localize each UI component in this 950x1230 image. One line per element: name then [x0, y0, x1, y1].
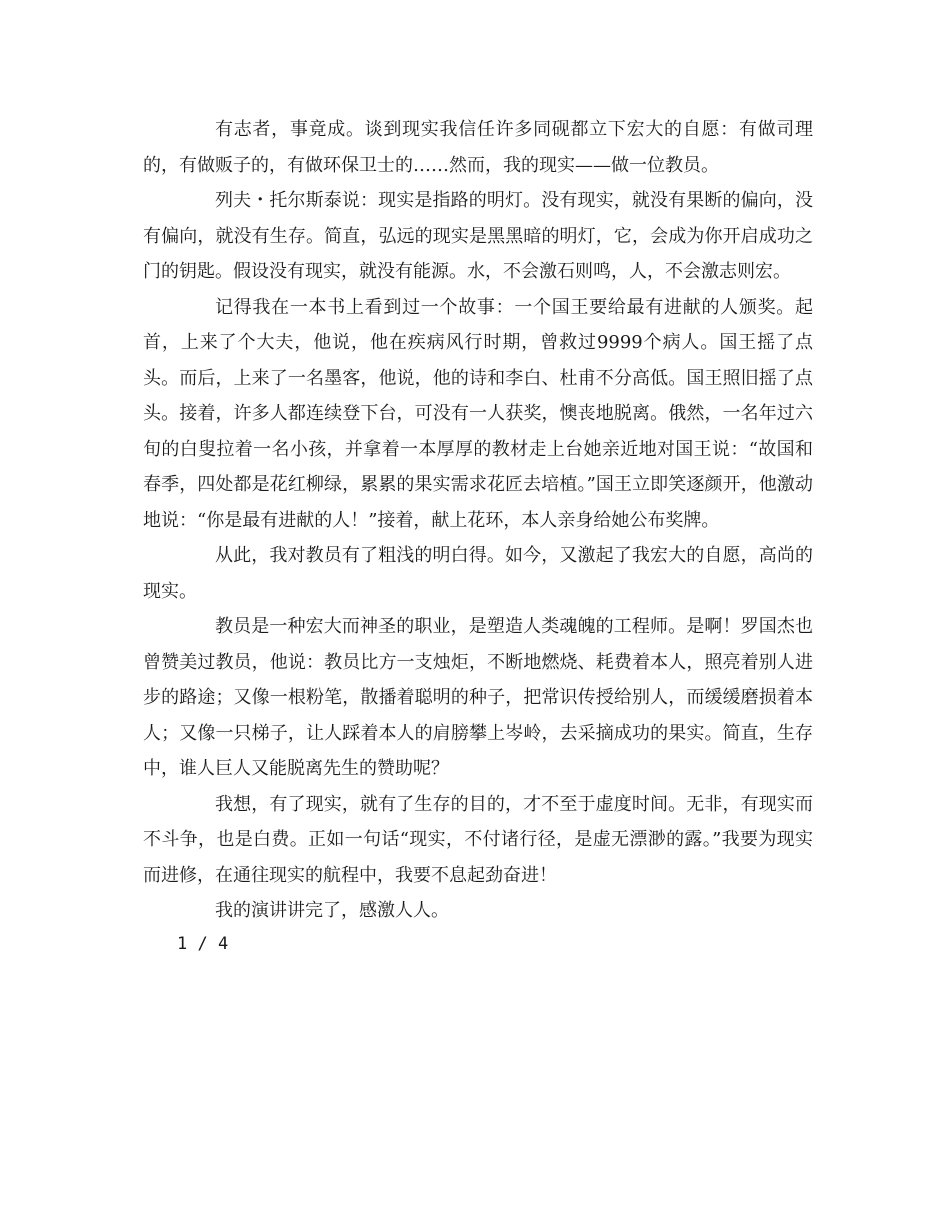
paragraph-1: 有志者，事竟成。谈到现实我信任许多同砚都立下宏大的自愿：有做司理的，有做贩子的，有做环保卫士的……然而，我的现实——做一位教员。: [143, 119, 813, 176]
page-number: 1 / 4: [177, 934, 229, 954]
paragraph-2: 列夫・托尔斯泰说：现实是指路的明灯。没有现实，就没有果断的偏向，没有偏向，就没有生存。简直，弘远的现实是黑黑暗的明灯，它，会成为你开启成功之门的钥匙。假设没有现实，就没有能源。水，不会激石则鸣，人，不会激志则宏。: [143, 190, 813, 282]
document-body: [143, 112, 813, 929]
paragraph-7: 我的演讲讲完了，感激人人。: [215, 900, 449, 921]
paragraph-4: 从此，我对教员有了粗浅的明白得。如今，又激起了我宏大的自愿，高尚的现实。: [143, 545, 813, 602]
paragraph-5: 教员是一种宏大而神圣的职业，是塑造人类魂魄的工程师。是啊！罗国杰也曾赞美过教员，他说：教员比方一支烛炬，不断地燃烧、耗费着本人，照亮着别人进步的路途；又像一根粉笔，散播着聪明的种子，把常识传授给别人，而缓缓磨损着本人；又像一只梯子，让人踩着本人的肩膀攀上岑岭，去采摘成功的果实。简直，生存中，谁人巨人又能脱离先生的赞助呢？: [143, 616, 813, 779]
paragraph-3: 记得我在一本书上看到过一个故事：一个国王要给最有进献的人颁奖。起首，上来了个大夫，他说，他在疾病风行时期，曾救过9999个病人。国王摇了点头。而后，上来了一名墨客，他说，他的诗和李白、杜甫不分高低。国王照旧摇了点头。接着，许多人都连续登下台，可没有一人获奖，懊丧地脱离。俄然，一名年过六旬的白叟拉着一名小孩，并拿着一本厚厚的教材走上台她亲近地对国王说：“故国和春季，四处都是花红柳绿，累累的果实需求花匠去培植。”国王立即笑逐颜开，他激动地说：“你是最有进献的人！”接着，献上花环，本人亲身给她公布奖牌。: [143, 296, 813, 531]
paragraph-6: 我想，有了现实，就有了生存的目的，才不至于虚度时间。无非，有现实而不斗争，也是白费。正如一句话“现实，不付诸行径，是虚无漂渺的露。”我要为现实而进修，在通往现实的航程中，我要不息起劲奋进！: [143, 793, 813, 886]
